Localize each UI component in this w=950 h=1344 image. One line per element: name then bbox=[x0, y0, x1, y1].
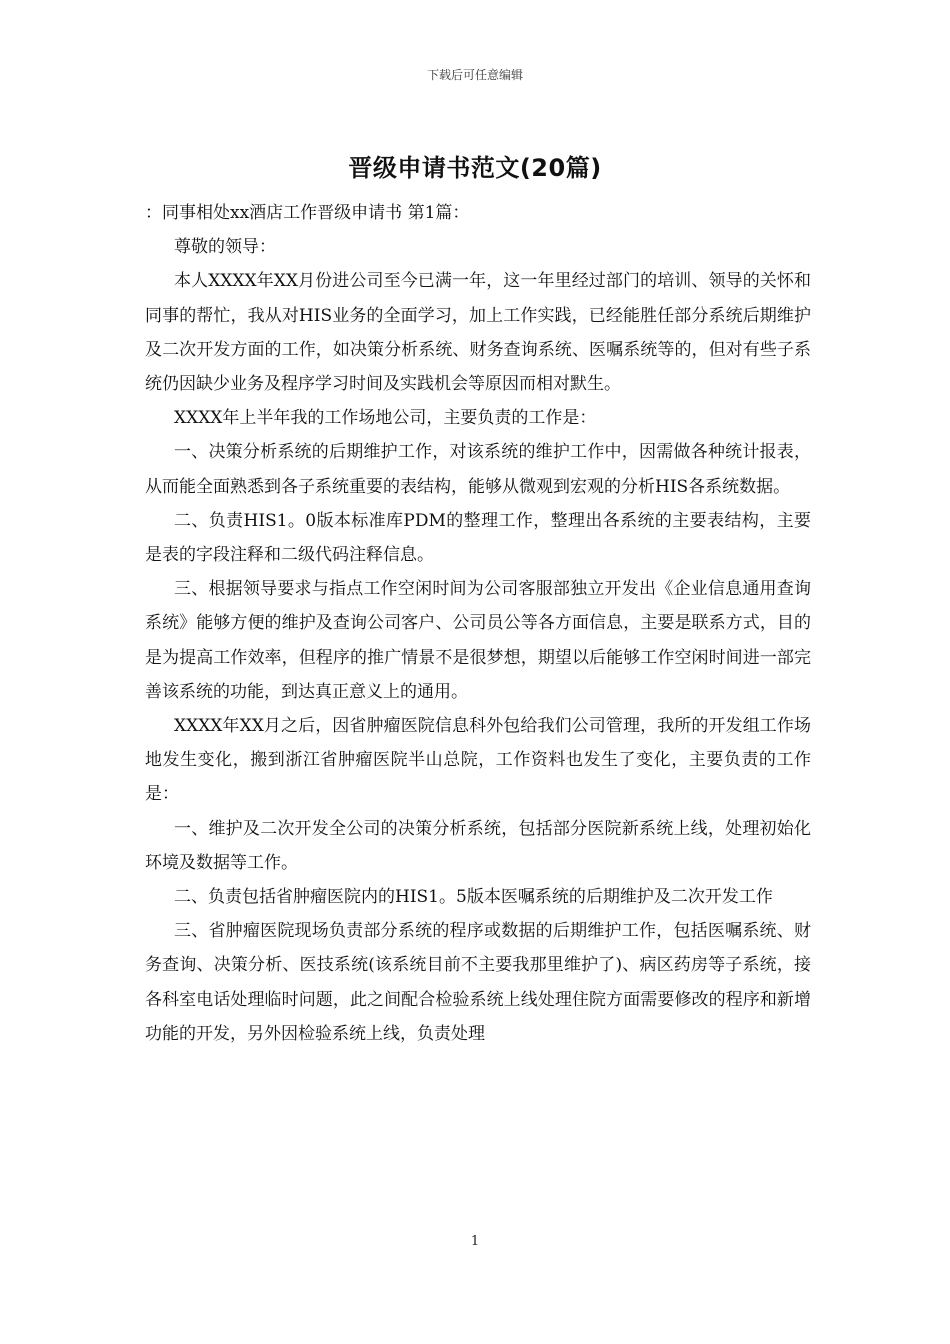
page-number: 1 bbox=[470, 1234, 480, 1249]
paragraph: 一、决策分析系统的后期维护工作，对该系统的维护工作中，因需做各种统计报表，从而能全面熟悉到各子系统重要的表结构，能够从微观到宏观的分析HIS各系统数据。 bbox=[145, 442, 811, 497]
paragraph-intro: ：同事相处xx酒店工作晋级申请书 第1篇： bbox=[145, 203, 470, 223]
paragraph: 本人XXXX年XX月份进公司至今已满一年，这一年里经过部门的培训、领导的关怀和同事的帮忙，我从对HIS业务的全面学习，加上工作实践，已经能胜任部分系统后期维护及二次开发方面的工作，如决策分析系统、财务查询系统、医嘱系统等的，但对有些子系统仍因缺少业务及程序学习时间及实践机会等原因而相对默生。 bbox=[145, 271, 811, 395]
document-body bbox=[145, 196, 811, 1051]
document-title: 晋级申请书范文(20篇) bbox=[348, 154, 602, 182]
paragraph: XXXX年上半年我的工作场地公司，主要负责的工作是： bbox=[174, 408, 597, 429]
header-note: 下载后可任意编辑 bbox=[426, 68, 523, 82]
paragraph: XXXX年XX月之后，因省肿瘤医院信息科外包给我们公司管理，我所的开发组工作场地发生变化，搬到浙江省肿瘤医院半山总院，工作资料也发生了变化，主要负责的工作是： bbox=[145, 716, 811, 805]
paragraph: 三、省肿瘤医院现场负责部分系统的程序或数据的后期维护工作，包括医嘱系统、财务查询、决策分析、医技系统(该系统目前不主要我那里维护了)、病区药房等子系统，接各科室电话处理临时问题，此之间配合检验系统上线处理住院方面需要修改的程序和新增功能的开发，另外因检验系统上线，负责处理 bbox=[145, 921, 811, 1044]
paragraph: 二、负责包括省肿瘤医院内的HIS1。5版本医嘱系统的后期维护及二次开发工作 bbox=[174, 887, 773, 908]
paragraph: 一、维护及二次开发全公司的决策分析系统，包括部分医院新系统上线，处理初始化环境及数据等工作。 bbox=[145, 818, 811, 873]
paragraph: 二、负责HIS1。0版本标准库PDM的整理工作，整理出各系统的主要表结构，主要是表的字段注释和二级代码注释信息。 bbox=[145, 510, 811, 566]
paragraph-salutation: 尊敬的领导： bbox=[174, 237, 276, 258]
paragraph: 三、根据领导要求与指点工作空闲时间为公司客服部独立开发出《企业信息通用查询系统》能够方便的维护及查询公司客户、公司员公等各方面信息，主要是联系方式，目的是为提高工作效率，但程序的推广情景不是很梦想，期望以后能够工作空闲时间进一部完善该系统的功能，到达真正意义上的通用。 bbox=[145, 579, 811, 702]
